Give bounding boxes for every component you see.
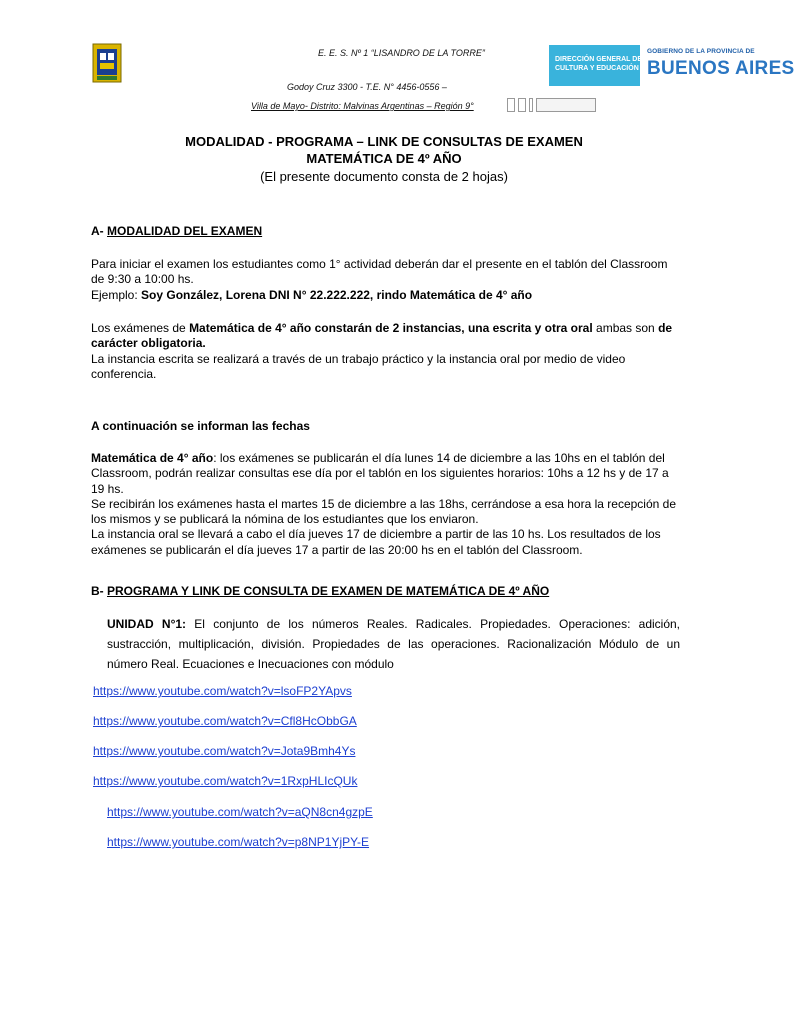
gobierno-logo-caption: GOBIERNO DE LA PROVINCIA DE [647,48,755,55]
document-subject: MATEMÁTICA DE 4º AÑO [306,151,462,166]
header-checkboxes [507,98,596,112]
section-a-paragraph-2: Los exámenes de Matemática de 4° año constarán de 2 instancias, una escrita y otra oral ambas son de carácter obligatoria. La instancia escrita se realizará a través de un trabajo práctico y la instancia oral por medio de video conferencia. [91,321,673,381]
document-pages-note: (El presente documento consta de 2 hojas) [260,169,508,184]
youtube-link-4[interactable]: https://www.youtube.com/watch?v=1RxpHLIcQUk [93,774,358,788]
buenos-aires-logo: BUENOS AIRES [647,58,795,79]
unidad-1-description: UNIDAD N°1: El conjunto de los números Reales. Radicales. Propiedades. Operaciones: adición, sustracción, multiplicación, división. Propiedades de las operaciones. Racionalización Módulo de un número Real. Ecuaciones e Inecuaciones con módulo [107,617,681,671]
school-crest-icon [92,43,122,83]
document-title: MODALIDAD - PROGRAMA – LINK DE CONSULTAS DE EXAMEN [185,134,583,149]
school-district: Villa de Mayo- Distrito: Malvinas Argentinas – Región 9° [251,101,474,111]
youtube-link-2[interactable]: https://www.youtube.com/watch?v=Cfl8HcObbGA [93,714,357,728]
dgce-logo: DIRECCIÓN GENERAL DE CULTURA Y EDUCACIÓN [549,45,640,86]
youtube-link-1[interactable]: https://www.youtube.com/watch?v=lsoFP2YApvs [93,684,352,698]
dates-heading: A continuación se informan las fechas [91,419,310,433]
youtube-link-3[interactable]: https://www.youtube.com/watch?v=Jota9Bmh4Ys [93,744,356,758]
youtube-link-6[interactable]: https://www.youtube.com/watch?v=p8NP1YjPY-E [107,835,370,849]
school-address: Godoy Cruz 3300 - T.E. N° 4456-0556 – [287,82,447,92]
youtube-link-5[interactable]: https://www.youtube.com/watch?v=aQN8cn4gzpE [107,805,373,819]
section-b-heading: B- PROGRAMA Y LINK DE CONSULTA DE EXAMEN DE MATEMÁTICA DE 4º AÑO [91,584,550,598]
school-name: E. E. S. Nº 1 “LISANDRO DE LA TORRE” [318,48,485,58]
dates-paragraph: Matemática de 4° año: los exámenes se publicarán el día lunes 14 de diciembre a las 10hs en el tablón del Classroom, podrán realizar consultas ese día por el tablón en los siguientes horarios: 10hs a 12 hs y de 17 a 19 hs. Se recibirán los exámenes hasta el martes 15 de diciembre a las 18hs, cerrándose a esa hora la recepción de los mismos y se publicará la nómina de los estudiantes que los enviaron. La instancia oral se llevará a cabo el día jueves 17 de diciembre a partir de las 10 hs. Los resultados de los exámenes se publicarán el día jueves 17 a partir de las 20:00 hs en el tablón del Classroom. [91,451,676,557]
section-a-heading: A- MODALIDAD DEL EXAMEN [91,224,263,238]
section-a-paragraph-1: Para iniciar el examen los estudiantes como 1° actividad deberán dar el presente en el tablón del Classroom de 9:30 a 10:00 hs. Ejemplo: Soy González, Lorena DNI N° 22.222.222, rindo Matemática de 4° año [91,257,668,302]
